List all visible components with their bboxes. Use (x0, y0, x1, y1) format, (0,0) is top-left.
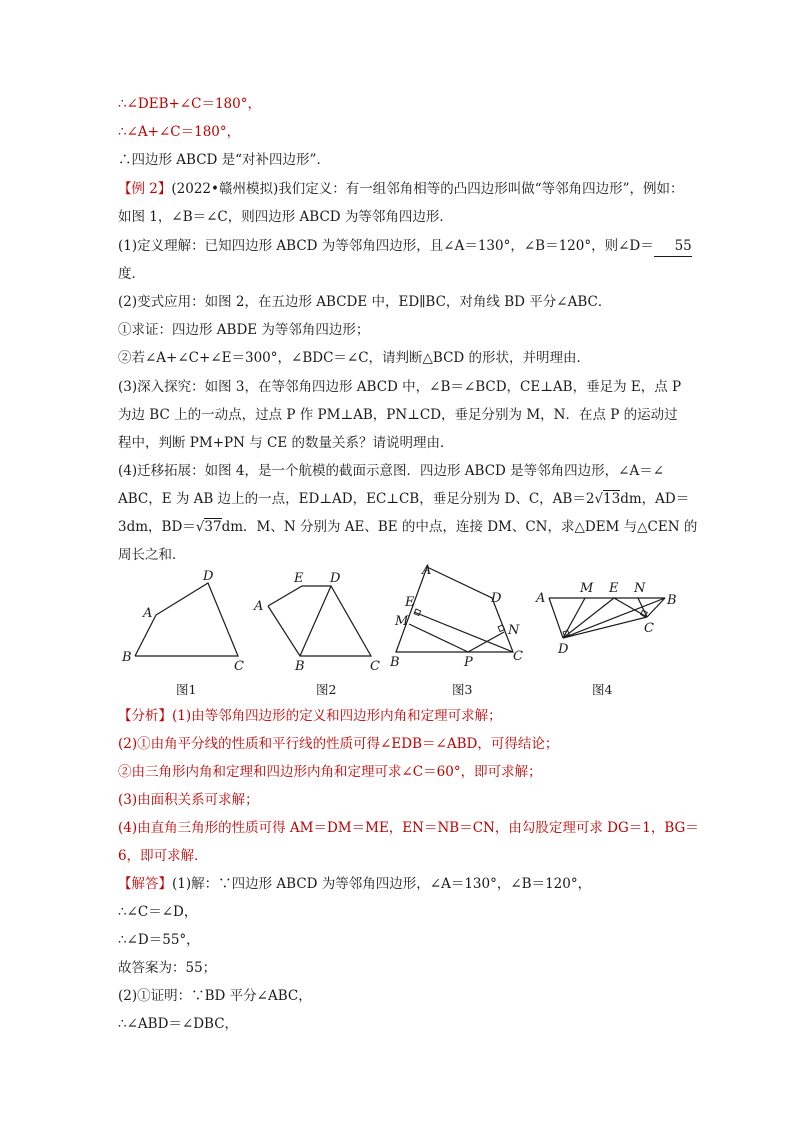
solution-tag: 【解答】 (118, 876, 172, 892)
text-line: 周长之和． (118, 547, 186, 563)
right-angle-mark (498, 625, 505, 632)
figures-row (110, 560, 690, 710)
caption-fig3: 图3 (452, 682, 473, 697)
label-c: C (234, 659, 244, 674)
question-1 (118, 236, 692, 257)
figure-1 (110, 560, 250, 700)
question-2: (2)变式应用：如图 2，在五边形 ABCDE 中，ED∥BC，对角线 BD 平分∠ABC． (118, 294, 612, 310)
solution-line: ∴∠ABD＝∠DBC， (118, 1016, 239, 1032)
label-m: M (580, 581, 594, 596)
text-line (118, 517, 697, 537)
label-d: D (203, 569, 214, 584)
text-line: 度． (118, 266, 145, 282)
caption-fig2: 图2 (316, 682, 337, 697)
label-c: C (644, 621, 654, 636)
text-span: dm．M、N 分别为 AE、BE 的中点，连接 DM、CN，求△DEM 与△CEN 的 (221, 519, 698, 535)
caption-fig1: 图1 (176, 682, 197, 697)
figure-3 (390, 560, 540, 700)
sqrt-symbol: √ (594, 491, 604, 507)
right-angle-mark (563, 630, 569, 636)
label-e: E (609, 581, 619, 596)
example-heading (118, 179, 684, 199)
label-e: E (405, 595, 415, 610)
segment-dm (563, 598, 585, 638)
label-a: A (254, 599, 264, 614)
question-3: (3)深入探究：如图 3，在等邻角四边形 ABCD 中，∠B＝∠BCD，CE⊥AB，垂足为 E，点 P (118, 379, 682, 395)
analysis-line: ②由三角形内角和定理和四边形内角和定理可求∠C＝60°，即可求解； (118, 764, 542, 780)
sqrt-symbol: √ (195, 519, 205, 535)
example-source: (2022•赣州模拟)我们定义：有一组邻角相等的凸四边形叫做“等邻角四边形”，例如： (171, 181, 684, 197)
analysis-line (118, 706, 502, 726)
text-line: ∴∠A+∠C＝180°， (118, 124, 241, 140)
label-b: B (390, 655, 400, 670)
label-b: B (295, 659, 305, 674)
analysis-line: (4)由直角三角形的性质可得 AM＝DM＝ME，EN＝NB＝CN，由勾股定理可求 DG＝1，BG＝ (118, 820, 699, 836)
text-span: 3dm，BD＝ (118, 519, 196, 535)
segment-pn (468, 632, 504, 652)
label-d: D (558, 642, 569, 657)
text-line: ∴四边形 ABCD 是“对补四边形”． (118, 152, 330, 168)
analysis-text: (1)由等邻角四边形的定义和四边形内角和定理可求解； (172, 708, 502, 724)
text-span: dm，AD＝ (620, 491, 690, 507)
label-n: N (508, 623, 520, 638)
question-2-1: ①求证：四边形 ABDE 为等邻角四边形； (118, 322, 370, 338)
label-e: E (294, 571, 304, 586)
solution-line: 故答案为：55； (118, 960, 217, 976)
text-line (118, 489, 689, 509)
figure-2 (250, 560, 390, 700)
segment-pm (409, 624, 468, 652)
label-d: D (330, 571, 341, 586)
label-d: D (491, 591, 502, 606)
label-b: B (122, 650, 132, 665)
radicand: 13 (603, 491, 621, 507)
analysis-line: (2)①由角平分线的性质和平行线的性质可得∠EDB＝∠ABD，可得结论； (118, 736, 559, 752)
question-4: (4)迁移拓展：如图 4，是一个航模的截面示意图．四边形 ABCD 是等邻角四边形，∠A＝∠ (118, 463, 665, 479)
solution-line: ∴∠D＝55°， (118, 932, 200, 948)
answer-blank: 55 (654, 236, 692, 257)
text-line: 为边 BC 上的一动点，过点 P 作 PM⊥AB，PN⊥CD，垂足分别为 M，N．在点 P 的运动过 (118, 407, 678, 423)
solution-line (118, 874, 591, 894)
pentagon-abcde (268, 586, 371, 656)
segment-ad (549, 598, 563, 638)
question-text: (1)定义理解：已知四边形 ABCD 为等邻角四边形，且∠A＝130°，∠B＝120°，则∠D＝ (118, 238, 654, 254)
solution-line: (2)①证明：∵BD 平分∠ABC， (118, 988, 312, 1004)
segment-ce (414, 612, 513, 652)
segment-cb (647, 598, 665, 617)
example-tag: 【例 2】 (118, 181, 172, 197)
label-a: A (536, 591, 546, 606)
analysis-line: 6，即可求解． (118, 848, 208, 864)
analysis-tag: 【分析】 (118, 708, 172, 724)
caption-fig4: 图4 (592, 682, 613, 697)
solution-line: ∴∠C＝∠D， (118, 904, 198, 920)
label-b: B (667, 593, 677, 608)
label-c: C (370, 659, 380, 674)
text-line: 如图 1，∠B＝∠C，则四边形 ABCD 为等邻角四边形． (118, 209, 453, 225)
label-a: A (422, 563, 432, 578)
label-c: C (513, 649, 523, 664)
label-a: A (143, 606, 153, 621)
label-n: N (634, 581, 646, 596)
analysis-line: (3)由面积关系可求解； (118, 792, 259, 808)
question-2-2: ②若∠A+∠C+∠E＝300°，∠BDC＝∠C，请判断△BCD 的形状，并明理由． (118, 350, 591, 366)
diagonal-bd (300, 586, 331, 656)
figure-4 (530, 560, 690, 700)
text-span: ABC，E 为 AB 边上的一点，ED⊥AD，EC⊥CB，垂足分别为 D、C，AB＝2 (118, 491, 595, 507)
text-line: ∴∠DEB+∠C＝180°， (118, 96, 261, 112)
solution-text: (1)解：∵四边形 ABCD 为等邻角四边形，∠A＝130°，∠B＝120°， (172, 876, 592, 892)
label-p: P (464, 655, 473, 670)
label-m: M (395, 614, 409, 629)
text-line: 程中，判断 PM+PN 与 CE 的数量关系？请说明理由． (118, 435, 454, 451)
radicand: 37 (204, 519, 222, 535)
